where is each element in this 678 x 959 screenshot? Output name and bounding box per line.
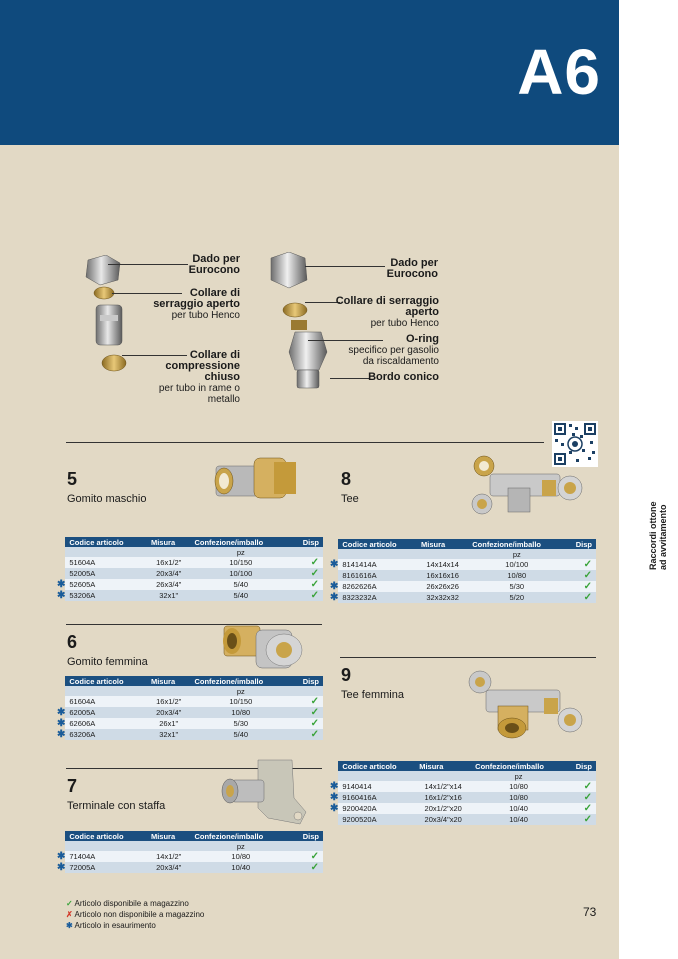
header-band xyxy=(0,0,619,145)
exploded-fitting-left-image xyxy=(78,255,158,385)
legend-unavailable: ✗ Articolo non disponibile a magazzino xyxy=(66,910,205,919)
product-table: Codice articolo Misura Confezione/imballo Disp pz 61604A 16x1/2" 10/150 ✓ ✱ 62005A 20x3/4" 10/80 ✓ ✱ 62606A 26x1" 5/30 ✓ ✱ 63206A 32x1" 5/40 ✓ xyxy=(57,676,323,740)
section-code: A6 xyxy=(517,36,601,108)
check-icon: ✓ xyxy=(66,899,73,908)
ending-star-icon: ✱ xyxy=(57,579,66,590)
label-dado-right: Dado per Eurocono xyxy=(386,257,438,280)
section-number: 7 xyxy=(67,776,78,796)
label-dado-left: Dado per Eurocono xyxy=(188,253,240,276)
section-number: 6 xyxy=(67,632,78,652)
legend-ending: ✱ Articolo in esaurimento xyxy=(66,921,156,930)
col-header-misura: Misura xyxy=(147,537,191,547)
available-check-icon: ✓ xyxy=(291,718,323,729)
table-row: ✱ 8262626A 26x26x26 5/30 ✓ xyxy=(330,581,596,592)
label-oring-right: O-ring specifico per gasolio da riscaldamento xyxy=(348,333,439,367)
cross-icon: ✗ xyxy=(66,910,73,919)
table-row: ✱ 62606A 26x1" 5/30 ✓ xyxy=(57,718,323,729)
elbow-male-image xyxy=(214,454,300,504)
table-row: ✱ 9160416A 16x1/2"x16 10/80 ✓ xyxy=(330,792,596,803)
available-check-icon: ✓ xyxy=(566,803,596,814)
side-label-line2: ad avvitamento xyxy=(658,504,668,570)
table-row: ✱ 63206A 32x1" 5/40 ✓ xyxy=(57,729,323,740)
table-row: 61604A 16x1/2" 10/150 ✓ xyxy=(57,696,323,707)
elbow-female-image xyxy=(222,620,308,670)
unit-label: pz xyxy=(190,547,291,557)
ending-star-icon: ✱ xyxy=(330,803,339,814)
col-header-confezione: Confezione/imballo xyxy=(190,537,291,547)
ending-star-icon: ✱ xyxy=(330,581,339,592)
table-row: ✱ 71404A 14x1/2" 10/80 ✓ xyxy=(57,851,323,862)
label-collare-right: Collare di serraggio aperto per tubo Henco xyxy=(335,295,439,329)
tee-female-image xyxy=(462,666,586,742)
legend xyxy=(66,898,204,931)
tee-image xyxy=(466,452,586,520)
table-row: ✱ 8323232A 32x32x32 5/20 ✓ xyxy=(330,592,596,603)
page-number: 73 xyxy=(583,905,597,919)
ending-star-icon: ✱ xyxy=(57,862,66,873)
product-table: Codice articolo Misura Confezione/imballo Disp pz ✱ 71404A 14x1/2" 10/80 ✓ ✱ 72005A 20x3/4" 10/40 ✓ xyxy=(57,831,323,873)
available-check-icon: ✓ xyxy=(291,862,323,873)
col-header-codice: Codice articolo xyxy=(65,537,147,547)
ending-star-icon: ✱ xyxy=(57,718,66,729)
side-label xyxy=(640,490,670,590)
side-strip xyxy=(619,0,678,959)
ending-star-icon: ✱ xyxy=(330,559,339,570)
section-title: Gomito femmina xyxy=(67,656,148,668)
table-row: 51604A 16x1/2" 10/150 ✓ xyxy=(57,557,323,568)
legend-available: ✓ Articolo disponibile a magazzino xyxy=(66,899,189,908)
table-row: ✱ 72005A 20x3/4" 10/40 ✓ xyxy=(57,862,323,873)
section-title: Gomito maschio xyxy=(67,493,147,505)
exploded-fitting-right-image xyxy=(265,252,345,392)
available-check-icon: ✓ xyxy=(291,707,323,718)
star-icon: ✱ xyxy=(66,921,73,930)
available-check-icon: ✓ xyxy=(291,579,323,590)
available-check-icon: ✓ xyxy=(291,729,323,740)
available-check-icon: ✓ xyxy=(565,570,596,581)
section-title: Tee xyxy=(341,493,359,505)
available-check-icon: ✓ xyxy=(566,792,596,803)
product-table: Codice articolo Misura Confezione/imballo Disp pz ✱ 9140414 14x1/2"x14 10/80 ✓ ✱ 9160416A 16x1/2"x16 10/80 ✓ ✱ 9200420A 20x1/2"x20 10/40 ✓ 9200520A 20x3/4"x20 10/40 ✓ xyxy=(330,761,596,825)
available-check-icon: ✓ xyxy=(291,568,323,579)
table-row: ✱ 53206A 32x1" 5/40 ✓ xyxy=(57,590,323,601)
ending-star-icon: ✱ xyxy=(330,592,339,603)
label-bordo-right: Bordo conico xyxy=(368,371,439,383)
ending-star-icon: ✱ xyxy=(57,707,66,718)
ending-star-icon: ✱ xyxy=(57,590,66,601)
label-collare-aperto-left: Collare di serraggio aperto per tubo Henco xyxy=(153,287,240,321)
section-divider xyxy=(340,657,596,658)
table-row: 9200520A 20x3/4"x20 10/40 ✓ xyxy=(330,814,596,825)
section-number: 8 xyxy=(341,469,352,489)
available-check-icon: ✓ xyxy=(565,559,596,570)
wall-plate-terminal-image xyxy=(218,758,308,828)
ending-star-icon: ✱ xyxy=(57,729,66,740)
available-check-icon: ✓ xyxy=(566,781,596,792)
table-row: ✱ 9200420A 20x1/2"x20 10/40 ✓ xyxy=(330,803,596,814)
ending-star-icon: ✱ xyxy=(330,792,339,803)
table-row: ✱ 62005A 20x3/4" 10/80 ✓ xyxy=(57,707,323,718)
section-number: 9 xyxy=(341,665,352,685)
available-check-icon: ✓ xyxy=(291,696,323,707)
label-collare-chiuso-left: Collare di compressione chiuso per tubo in rame o metallo xyxy=(158,349,240,405)
col-header-disp: Disp xyxy=(291,537,323,547)
section-title: Terminale con staffa xyxy=(67,800,166,812)
ending-star-icon: ✱ xyxy=(330,781,339,792)
product-table xyxy=(57,537,323,601)
side-label-line1: Raccordi ottone xyxy=(648,501,658,570)
available-check-icon: ✓ xyxy=(291,590,323,601)
table-row: 8161616A 16x16x16 10/80 ✓ xyxy=(330,570,596,581)
available-check-icon: ✓ xyxy=(566,814,596,825)
section-title: Tee femmina xyxy=(341,689,404,701)
product-table: Codice articolo Misura Confezione/imballo Disp pz ✱ 8141414A 14x14x14 10/100 ✓ 8161616A 16x16x16 10/80 ✓ ✱ 8262626A 26x26x26 5/30 ✓ ✱ 8323232A 32x32x32 5/20 ✓ xyxy=(330,539,596,603)
table-row: ✱ 9140414 14x1/2"x14 10/80 ✓ xyxy=(330,781,596,792)
available-check-icon: ✓ xyxy=(565,592,596,603)
section-divider xyxy=(66,442,544,443)
available-check-icon: ✓ xyxy=(565,581,596,592)
table-row: ✱ 8141414A 14x14x14 10/100 ✓ xyxy=(330,559,596,570)
section-number: 5 xyxy=(67,469,78,489)
ending-star-icon: ✱ xyxy=(57,851,66,862)
table-row: 52005A 20x3/4" 10/100 ✓ xyxy=(57,568,323,579)
table-row: ✱ 52605A 26x3/4" 5/40 ✓ xyxy=(57,579,323,590)
available-check-icon: ✓ xyxy=(291,557,323,568)
available-check-icon: ✓ xyxy=(291,851,323,862)
